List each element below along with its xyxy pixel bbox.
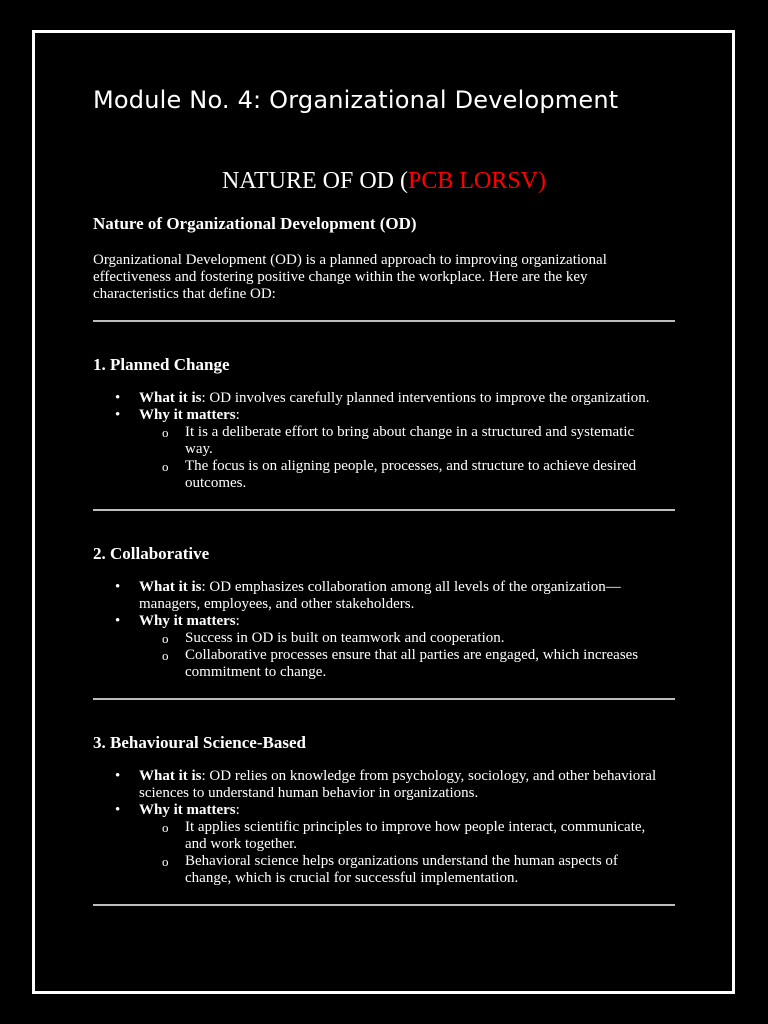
divider [93, 904, 675, 906]
intro-paragraph: Organizational Development (OD) is a planned approach to improving organizational effectiveness and fostering positive change within the workplace. Here are the key characteristics that define OD: [93, 252, 607, 302]
module-title: Module No. 4: Organizational Development [93, 86, 619, 114]
list-item-what [139, 768, 675, 802]
bullet-list [93, 768, 675, 887]
section-title: 3. Behavioural Science-Based [93, 733, 306, 752]
sub-list-item: o Behavioral science helps organizations understand the human aspects of change, which is crucial for successful implementation. [185, 853, 675, 887]
why-label: Why it matters [139, 802, 236, 818]
nature-title [93, 168, 675, 195]
section-title: 2. Collaborative [93, 544, 210, 563]
section-title: 1. Planned Change [93, 355, 230, 374]
nature-title-accent: PCB LORSV) [407, 168, 547, 194]
nature-title-main: NATURE OF OD ( [221, 168, 408, 194]
document-content [93, 214, 675, 906]
sub-list [139, 424, 675, 492]
why-label: Why it matters [139, 407, 236, 423]
divider [93, 509, 675, 511]
list-item-why [139, 613, 675, 681]
bullet-list [93, 390, 675, 492]
what-label: What it is [139, 768, 202, 784]
why-colon: : [235, 802, 240, 818]
what-text: : OD involves carefully planned interventions to improve the organization. [201, 390, 650, 406]
what-text: : OD emphasizes collaboration among all levels of the organization—managers, employees, and other stakeholders. [139, 579, 621, 612]
why-colon: : [235, 613, 240, 629]
divider [93, 320, 675, 322]
what-label: What it is [139, 579, 202, 595]
why-label: Why it matters [139, 613, 236, 629]
list-item-why [139, 802, 675, 887]
what-label: What it is [139, 390, 202, 406]
why-colon: : [235, 407, 240, 423]
sub-list-item: o Collaborative processes ensure that all parties are engaged, which increases commitment to change. [185, 647, 675, 681]
what-text: : OD relies on knowledge from psychology, sociology, and other behavioral sciences to understand human behavior in organizations. [139, 768, 657, 801]
list-item-what [139, 579, 675, 613]
sub-list [139, 819, 675, 887]
sub-list-item: o It is a deliberate effort to bring about change in a structured and systematic way. [185, 424, 675, 458]
list-item-why [139, 407, 675, 492]
sub-list-item: o Success in OD is built on teamwork and cooperation. [185, 630, 675, 647]
bullet-list [93, 579, 675, 681]
sub-list [139, 630, 675, 681]
sub-list-item: o The focus is on aligning people, processes, and structure to achieve desired outcomes. [185, 458, 675, 492]
sub-list-item: o It applies scientific principles to improve how people interact, communicate, and work together. [185, 819, 675, 853]
divider [93, 698, 675, 700]
list-item-what [139, 390, 675, 407]
intro-heading: Nature of Organizational Development (OD) [93, 214, 417, 233]
